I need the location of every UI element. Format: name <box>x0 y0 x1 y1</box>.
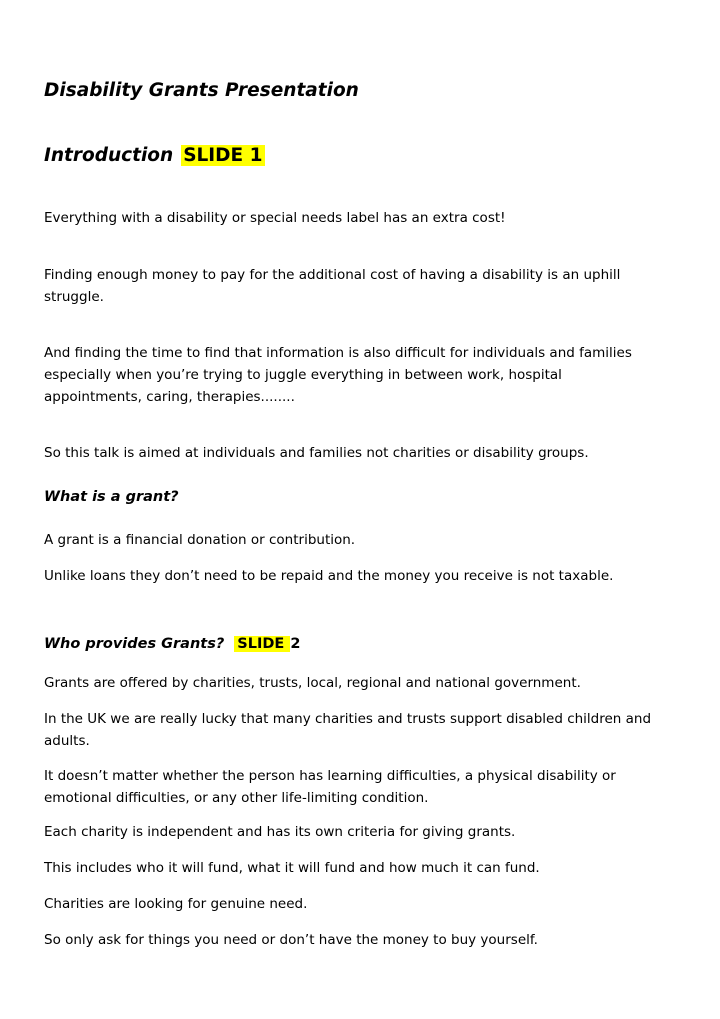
who-provides-paragraph-3-line-1: It doesn’t matter whether the person has learning difficulties, a physical disability or <box>44 768 616 784</box>
who-provides-paragraph-6: Charities are looking for genuine need. <box>44 896 308 912</box>
slide-2-highlight: SLIDE <box>234 636 290 652</box>
who-provides-paragraph-3-line-2: emotional difficulties, or any other life-limiting condition. <box>44 790 429 806</box>
intro-paragraph-3-line-1: And finding the time to find that information is also difficult for individuals and families <box>44 345 632 361</box>
intro-paragraph-3-line-3: appointments, caring, therapies........ <box>44 389 295 405</box>
what-is-paragraph-2: Unlike loans they don’t need to be repaid and the money you receive is not taxable. <box>44 568 614 584</box>
intro-paragraph-2-line-1: Finding enough money to pay for the additional cost of having a disability is an uphill <box>44 267 621 283</box>
who-provides-paragraph-4: Each charity is independent and has its own criteria for giving grants. <box>44 824 516 840</box>
who-provides-heading-line <box>44 636 300 652</box>
what-is-paragraph-1: A grant is a financial donation or contribution. <box>44 532 356 548</box>
intro-paragraph-4: So this talk is aimed at individuals and families not charities or disability groups. <box>44 445 589 461</box>
intro-heading-line <box>44 145 265 166</box>
intro-paragraph-2-line-2: struggle. <box>44 289 104 305</box>
who-provides-paragraph-1: Grants are offered by charities, trusts, local, regional and national government. <box>44 675 581 691</box>
who-provides-paragraph-7: So only ask for things you need or don’t have the money to buy yourself. <box>44 932 538 948</box>
slide-1-highlight: SLIDE 1 <box>183 145 263 166</box>
who-provides-paragraph-5: This includes who it will fund, what it will fund and how much it can fund. <box>44 860 540 876</box>
intro-paragraph-1: Everything with a disability or special needs label has an extra cost! <box>44 210 506 226</box>
intro-heading: Introduction <box>44 145 174 166</box>
who-provides-heading: Who provides Grants? <box>44 636 225 652</box>
who-provides-paragraph-2-line-2: adults. <box>44 733 90 749</box>
document-title: Disability Grants Presentation <box>44 80 359 101</box>
who-provides-paragraph-2-line-1: In the UK we are really lucky that many charities and trusts support disabled children and <box>44 711 652 727</box>
intro-paragraph-3-line-2: especially when you’re trying to juggle everything in between work, hospital <box>44 367 562 383</box>
what-is-grant-heading: What is a grant? <box>44 489 179 505</box>
slide-2-number: 2 <box>290 636 301 652</box>
